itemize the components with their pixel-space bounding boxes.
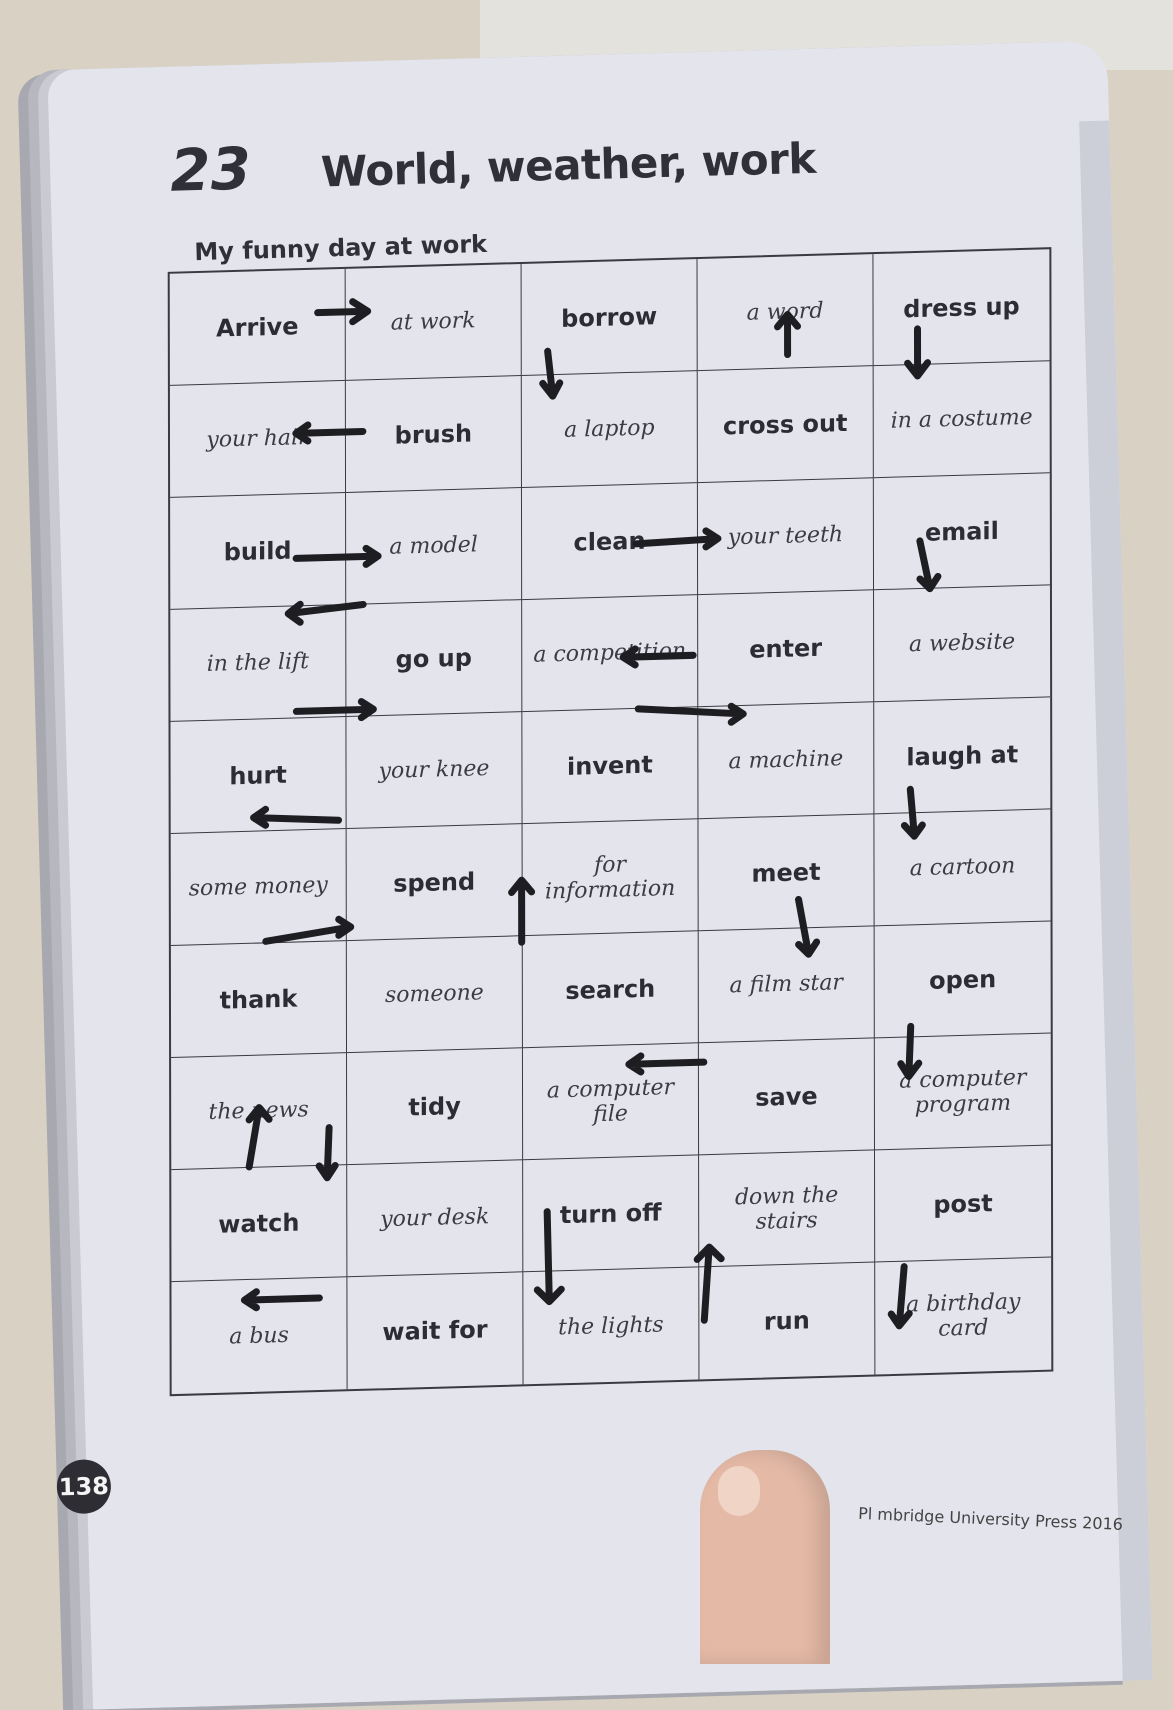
phrase-cell: a laptop	[522, 371, 698, 488]
phrase-cell: at work	[346, 264, 522, 381]
arrow-icon	[318, 301, 368, 322]
arrow-icon	[288, 603, 363, 623]
phrase-cell: a website	[874, 585, 1050, 702]
phrase-cell: a birthday card	[906, 1289, 1021, 1342]
phrase-cell: a computer file	[523, 1043, 699, 1160]
verb-cell: cross out	[698, 366, 874, 483]
thumb-image	[700, 1450, 830, 1664]
verb-cell: hurt	[170, 717, 346, 834]
arrow-icon	[629, 1054, 704, 1072]
phrase-cell: someone	[347, 936, 523, 1053]
verb-cell: wait for	[347, 1272, 523, 1389]
hand-drawn-arrows	[168, 247, 1050, 1392]
arrow-icon	[799, 899, 817, 955]
arrow-icon	[296, 701, 373, 719]
verb-cell: clean	[522, 483, 698, 600]
verb-cell: save	[699, 1038, 875, 1155]
arrow-icon	[623, 647, 693, 665]
verb-cell: Arrive	[170, 269, 346, 386]
phrase-cell: a bus	[171, 1277, 347, 1394]
phrase-cell: a cartoon	[874, 809, 1050, 926]
phrase-cell: a computer program	[875, 1033, 1051, 1150]
verb-cell: brush	[346, 376, 522, 493]
phrase-cell: a word	[698, 254, 874, 371]
verb-cell: watch	[171, 1165, 347, 1282]
arrow-icon	[891, 1267, 909, 1327]
phrase-cell: some money	[171, 829, 347, 946]
arrow-icon	[543, 351, 560, 396]
verb-cell: laugh at	[874, 697, 1050, 814]
arrow-icon	[512, 880, 532, 943]
phrase-cell: your hair	[170, 381, 346, 498]
arrow-icon	[296, 548, 378, 566]
arrow-icon	[901, 1026, 919, 1077]
phrase-cell: the lights	[523, 1267, 699, 1384]
phrase-cell: down the stairs	[699, 1150, 875, 1267]
phrase-cell: a model	[346, 488, 522, 605]
unit-number: 23	[169, 134, 252, 205]
phrase-cell: a competition	[522, 595, 698, 712]
arrow-icon	[249, 1107, 269, 1167]
verb-cell: meet	[698, 814, 874, 931]
phrase-cell: your teeth	[698, 478, 874, 595]
verb-cell: search	[523, 931, 699, 1048]
arrow-icon	[537, 1211, 561, 1302]
arrow-icon	[904, 789, 922, 837]
unit-title: World, weather, work	[320, 133, 817, 197]
phrase-cell: the news	[171, 1053, 347, 1170]
phrase-cell: for information	[523, 819, 699, 936]
arrow-icon	[697, 1247, 721, 1321]
page-edge	[1079, 120, 1153, 1680]
section-title: My funny day at work	[194, 229, 488, 267]
phrase-cell: in the lift	[170, 605, 346, 722]
verb-cell: dress up	[873, 249, 1049, 366]
arrow-icon	[636, 531, 718, 549]
verb-cell: invent	[522, 707, 698, 824]
verb-cell: post	[875, 1146, 1051, 1263]
verb-cell: open	[875, 921, 1051, 1038]
verb-cell: enter	[698, 590, 874, 707]
phrase-cell: your knee	[346, 712, 522, 829]
verb-cell: run	[699, 1262, 875, 1379]
phrase-cell: your desk	[347, 1160, 523, 1277]
arrow-icon	[296, 423, 363, 441]
arrow-icon	[908, 329, 928, 377]
phrase-cell: a machine	[698, 702, 874, 819]
arrow-icon	[638, 706, 743, 725]
workbook-page	[47, 41, 1152, 1710]
arrow-icon	[920, 540, 938, 589]
arrow-icon	[266, 919, 351, 941]
verb-cell: spend	[347, 824, 523, 941]
arrow-icon	[319, 1127, 335, 1177]
phrase-cell: a film star	[699, 926, 875, 1043]
unit-header	[169, 119, 816, 205]
verb-cell: build	[170, 493, 346, 610]
verb-cell: email	[874, 473, 1050, 590]
verb-cell: turn off	[523, 1155, 699, 1272]
arrow-icon	[778, 314, 798, 355]
page-number-badge: 138	[56, 1459, 111, 1514]
verb-cell: go up	[346, 600, 522, 717]
verb-cell: thank	[171, 941, 347, 1058]
copyright-footer: Pl mbridge University Press 2016	[857, 1503, 1124, 1534]
arrow-icon	[244, 1290, 319, 1308]
phrase-cell: in a costume	[874, 361, 1050, 478]
verb-cell: borrow	[522, 259, 698, 376]
arrow-icon	[254, 807, 339, 825]
verb-cell: tidy	[347, 1048, 523, 1165]
